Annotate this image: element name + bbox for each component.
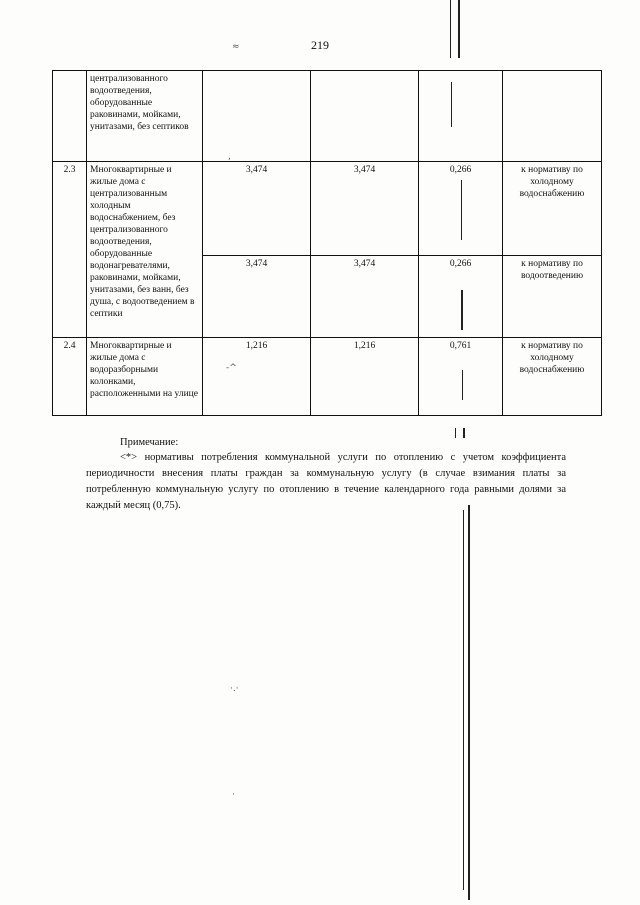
footnote-text: <*> нормативы потребления коммунальной услуги по отоплению с учетом коэффициента периодичности внесения платы граждан за коммунальную услугу (в случае взимания платы за потребленную коммунальную услугу по отоплению в течение календарного года равными долями за каждый месяц (0,75). bbox=[86, 452, 566, 511]
table-row bbox=[53, 71, 602, 162]
row-number bbox=[53, 71, 87, 162]
value-cell: 0,266 bbox=[419, 256, 503, 338]
note-cell: к нормативу по холодному водоснабжению bbox=[503, 162, 602, 256]
note-cell: к нормативу по холодному водоснабжению bbox=[503, 338, 602, 416]
value-cell: 0,761 bbox=[419, 338, 503, 416]
scan-artifact-line bbox=[455, 428, 456, 438]
scan-speck: -^ bbox=[226, 363, 237, 373]
scan-artifact-line bbox=[463, 428, 465, 438]
value-cell: 1,216 bbox=[203, 338, 311, 416]
row-description: Многоквартирные и жилые дома с водоразборными колонками, расположенными на улице bbox=[87, 338, 203, 416]
table-row bbox=[53, 162, 602, 256]
value-cell: 0,266 bbox=[419, 162, 503, 256]
scan-speck: · bbox=[232, 790, 235, 800]
scan-speck: , bbox=[228, 152, 231, 162]
value-cell: 3,474 bbox=[311, 162, 419, 256]
value-cell bbox=[419, 71, 503, 162]
row-description: централизованного водоотведения, оборудованные раковинами, мойками, унитазами, без септиков bbox=[87, 71, 203, 162]
value-cell: 3,474 bbox=[203, 256, 311, 338]
footnote-title: Примечание: bbox=[120, 437, 179, 448]
note-cell: к нормативу по водоотведению bbox=[503, 256, 602, 338]
row-description: Многоквартирные и жилые дома с централизованным холодным водоснабжением, без централизованного водоотведения, оборудованные водонагревателями, раковинами, мойками, унитазами, без ванн, без душа, с водоотведением в септики bbox=[87, 162, 203, 338]
row-number: 2.4 bbox=[53, 338, 87, 416]
scan-speck: ≈ bbox=[232, 42, 240, 52]
value-cell bbox=[203, 71, 311, 162]
value-cell bbox=[311, 71, 419, 162]
value-cell: 3,474 bbox=[311, 256, 419, 338]
table-row bbox=[53, 338, 602, 416]
page-number: 219 bbox=[311, 38, 329, 52]
scan-artifact-line bbox=[463, 510, 464, 890]
scan-artifact-line bbox=[468, 505, 470, 900]
norms-table bbox=[52, 70, 602, 416]
note-cell bbox=[503, 71, 602, 162]
value-cell: 1,216 bbox=[311, 338, 419, 416]
scan-speck: ·.· bbox=[230, 684, 239, 694]
row-number: 2.3 bbox=[53, 162, 87, 338]
value-cell: 3,474 bbox=[203, 162, 311, 256]
